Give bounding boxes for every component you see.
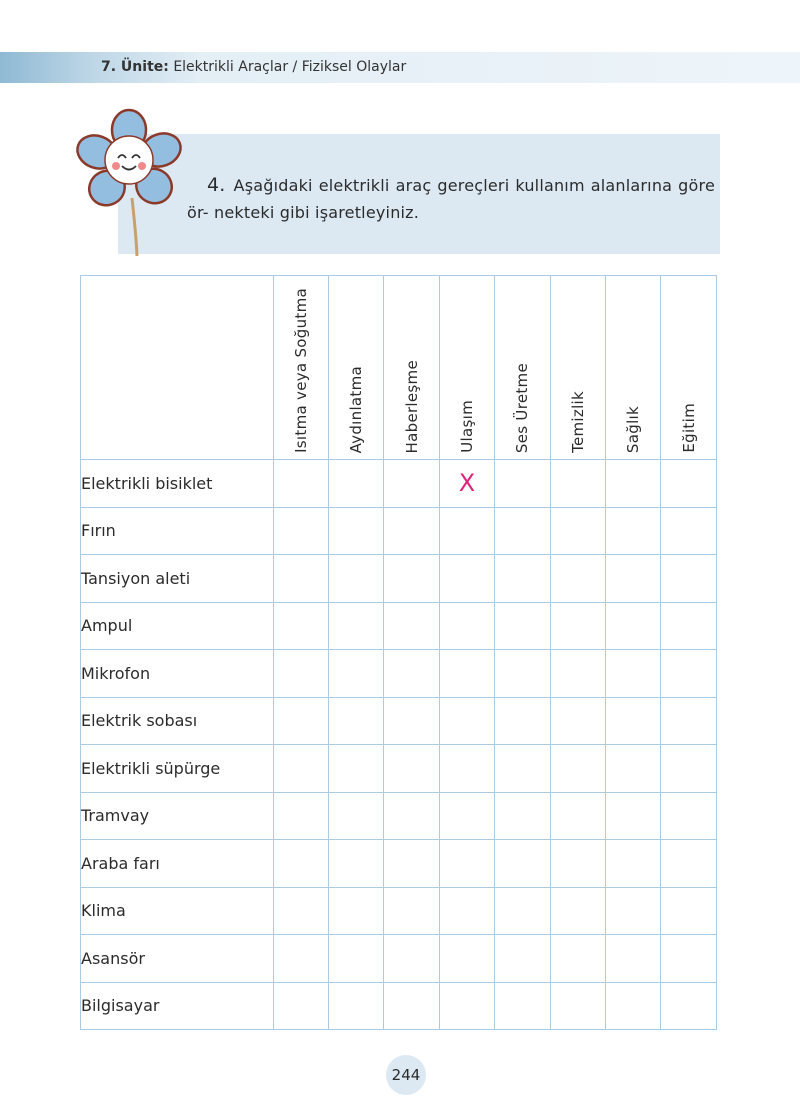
table-row [81,697,717,745]
answer-cell[interactable] [661,650,717,698]
answer-cell[interactable] [273,840,328,888]
question-number: 4. [207,174,226,196]
item-label: Bilgisayar [81,982,274,1030]
item-label: Elektrikli süpürge [81,745,274,793]
answer-cell[interactable] [439,935,494,983]
header-row [81,276,717,460]
answer-cell[interactable] [328,507,383,555]
question-text [187,172,715,226]
answer-cell[interactable] [550,982,605,1030]
answer-cell[interactable] [384,650,439,698]
answer-cell[interactable] [495,507,550,555]
answer-cell[interactable] [439,982,494,1030]
answer-cell[interactable] [550,460,605,508]
answer-cell[interactable] [550,840,605,888]
answer-cell[interactable] [439,697,494,745]
answer-cell[interactable] [661,982,717,1030]
item-label: Tramvay [81,792,274,840]
answer-mark: X [458,469,476,498]
answer-cell[interactable] [273,555,328,603]
answer-cell[interactable] [550,935,605,983]
column-header [495,276,550,460]
answer-cell[interactable] [550,555,605,603]
column-header-label: Ses Üretme [513,362,532,453]
answer-cell[interactable] [384,792,439,840]
table-row [81,792,717,840]
answer-cell[interactable] [328,982,383,1030]
usage-table-wrapper [80,275,717,1030]
column-header [273,276,328,460]
table-body [81,460,717,1030]
item-label: Tansiyon aleti [81,555,274,603]
item-label: Elektrik sobası [81,697,274,745]
answer-cell[interactable] [495,697,550,745]
column-header-label: Aydınlatma [347,365,366,453]
answer-cell[interactable] [661,602,717,650]
usage-table [80,275,717,1030]
answer-cell[interactable] [384,745,439,793]
item-label: Fırın [81,507,274,555]
answer-cell[interactable] [384,840,439,888]
answer-cell[interactable] [384,935,439,983]
answer-cell[interactable] [495,555,550,603]
page-number: 244 [386,1055,426,1095]
answer-cell[interactable] [495,460,550,508]
answer-cell[interactable] [328,935,383,983]
answer-cell[interactable] [661,697,717,745]
table-row [81,650,717,698]
answer-cell[interactable] [328,460,383,508]
answer-cell[interactable] [495,650,550,698]
answer-cell[interactable] [439,745,494,793]
answer-cell[interactable] [495,982,550,1030]
answer-cell[interactable] [328,792,383,840]
answer-cell[interactable] [550,745,605,793]
answer-cell[interactable] [661,887,717,935]
answer-cell[interactable] [661,792,717,840]
item-label: Klima [81,887,274,935]
answer-cell[interactable] [384,460,439,508]
item-label: Asansör [81,935,274,983]
answer-cell[interactable] [273,697,328,745]
answer-cell[interactable] [328,602,383,650]
answer-cell[interactable] [384,697,439,745]
answer-cell[interactable] [273,792,328,840]
answer-cell[interactable] [495,935,550,983]
unit-header [101,52,406,83]
answer-cell[interactable] [606,935,661,983]
answer-cell[interactable] [273,887,328,935]
column-header-label: Temizlik [568,391,587,453]
question-instruction: Aşağıdaki elektrikli araç gereçleri kullanım alanlarına göre ör- nekteki gibi işaretleyiniz. [187,176,715,222]
answer-cell[interactable] [439,840,494,888]
answer-cell[interactable] [550,792,605,840]
answer-cell[interactable] [439,650,494,698]
answer-cell[interactable] [661,460,717,508]
answer-cell[interactable] [273,602,328,650]
column-header [439,276,494,460]
column-header-label: Haberleşme [402,359,421,453]
answer-cell[interactable] [384,602,439,650]
answer-cell[interactable] [606,555,661,603]
table-row [81,982,717,1030]
smiling-flower-icon [74,108,184,258]
answer-cell[interactable] [328,697,383,745]
answer-cell[interactable] [328,887,383,935]
answer-cell[interactable] [550,602,605,650]
table-row [81,935,717,983]
table-row [81,460,717,508]
answer-cell[interactable] [606,602,661,650]
unit-number: 7. Ünite: [101,59,169,75]
answer-cell[interactable] [661,555,717,603]
column-header-label: Isıtma veya Soğutma [291,288,310,453]
unit-title: Elektrikli Araçlar / Fiziksel Olaylar [173,59,407,75]
column-header-label: Ulaşım [457,400,476,453]
answer-cell[interactable] [384,507,439,555]
answer-cell[interactable] [606,840,661,888]
table-row [81,507,717,555]
table-row [81,745,717,793]
answer-cell[interactable] [328,840,383,888]
answer-cell[interactable] [384,555,439,603]
item-label: Ampul [81,602,274,650]
answer-cell[interactable] [439,887,494,935]
answer-cell[interactable] [384,887,439,935]
column-header [550,276,605,460]
answer-cell[interactable] [550,887,605,935]
item-label: Mikrofon [81,650,274,698]
answer-cell[interactable] [661,507,717,555]
answer-cell[interactable] [439,555,494,603]
column-header-label: Eğitim [679,403,698,453]
answer-cell[interactable] [328,650,383,698]
column-header [661,276,717,460]
column-header [384,276,439,460]
answer-cell[interactable] [273,745,328,793]
table-row [81,887,717,935]
answer-cell[interactable] [495,792,550,840]
item-label: Araba farı [81,840,274,888]
answer-cell[interactable] [439,460,494,508]
answer-cell[interactable] [661,935,717,983]
answer-cell[interactable] [495,602,550,650]
corner-cell [81,276,274,460]
answer-cell[interactable] [550,507,605,555]
answer-cell[interactable] [384,982,439,1030]
answer-cell[interactable] [273,935,328,983]
answer-cell[interactable] [606,982,661,1030]
answer-cell[interactable] [606,507,661,555]
answer-cell[interactable] [661,840,717,888]
table-row [81,555,717,603]
column-header [328,276,383,460]
answer-cell[interactable] [495,887,550,935]
column-header [606,276,661,460]
answer-cell[interactable] [328,555,383,603]
answer-cell[interactable] [550,697,605,745]
table-row [81,602,717,650]
column-header-label: Sağlık [624,405,643,453]
item-label: Elektrikli bisiklet [81,460,274,508]
answer-cell[interactable] [273,460,328,508]
answer-cell[interactable] [273,650,328,698]
answer-cell[interactable] [328,745,383,793]
answer-cell[interactable] [439,792,494,840]
answer-cell[interactable] [439,507,494,555]
answer-cell[interactable] [273,507,328,555]
answer-cell[interactable] [550,650,605,698]
answer-cell[interactable] [606,792,661,840]
answer-cell[interactable] [273,982,328,1030]
answer-cell[interactable] [495,745,550,793]
answer-cell[interactable] [606,887,661,935]
table-row [81,840,717,888]
answer-cell[interactable] [606,460,661,508]
answer-cell[interactable] [606,745,661,793]
answer-cell[interactable] [439,602,494,650]
answer-cell[interactable] [661,745,717,793]
answer-cell[interactable] [606,650,661,698]
answer-cell[interactable] [495,840,550,888]
answer-cell[interactable] [606,697,661,745]
